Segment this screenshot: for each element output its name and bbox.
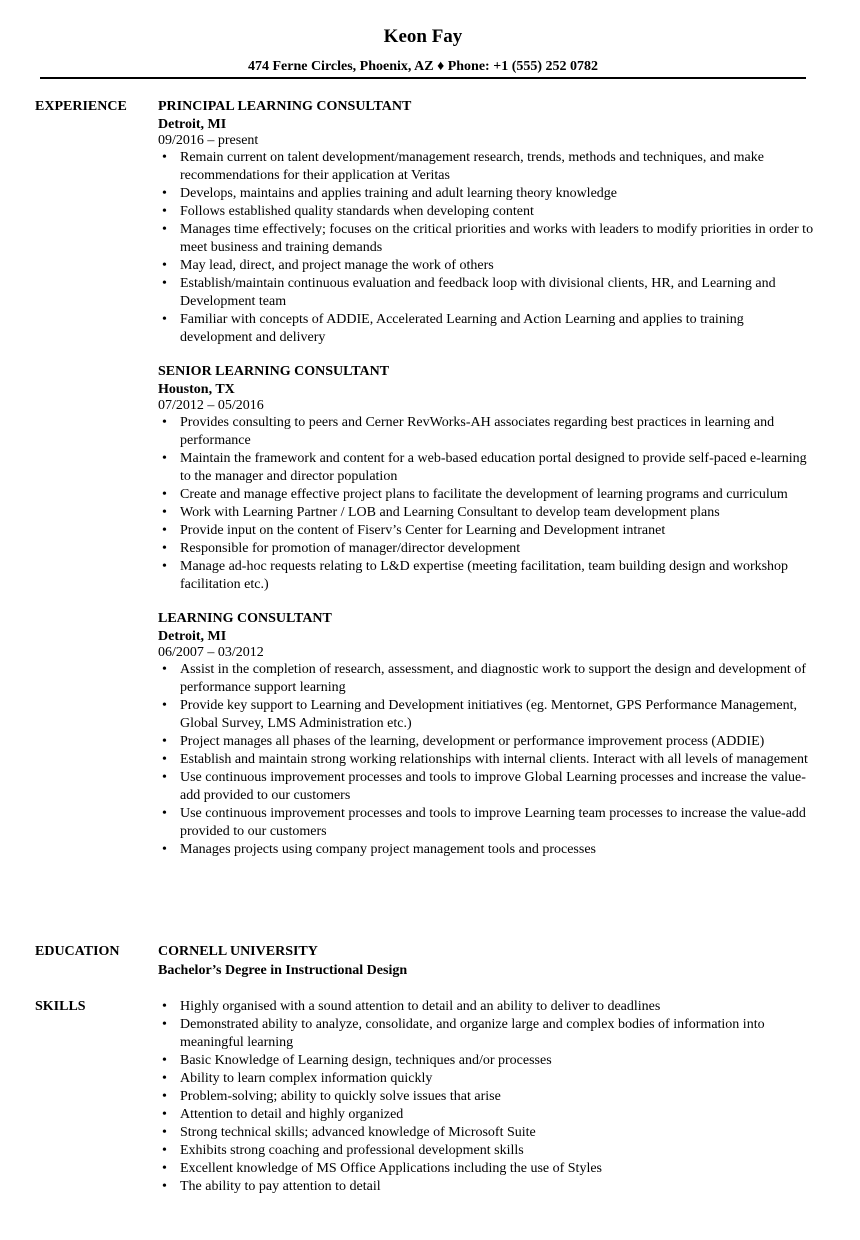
bullet-item: • May lead, direct, and project manage the work of others: [158, 257, 818, 275]
bullet-item: • Establish and maintain strong working relationships with internal clients. Interact with all levels of management: [158, 751, 818, 769]
experience-body: [158, 98, 818, 875]
bullet-item: • Manage ad-hoc requests relating to L&D expertise (meeting facilitation, team building design and workshop facilitation etc.): [158, 558, 818, 594]
job-entry: [158, 98, 818, 347]
skills-body: [158, 998, 818, 1196]
job-bullets: [158, 149, 818, 347]
education-degree: Bachelor’s Degree in Instructional Design: [158, 963, 408, 978]
skill-item: • Excellent knowledge of MS Office Applications including the use of Styles: [158, 1160, 818, 1178]
job-bullets: [158, 661, 818, 859]
candidate-name: Keon Fay: [383, 26, 463, 47]
job-location: Detroit, MI: [158, 117, 227, 132]
skill-item: • Ability to learn complex information quickly: [158, 1070, 818, 1088]
job-dates: 07/2012 – 05/2016: [158, 398, 264, 413]
skill-item: • Exhibits strong coaching and professional development skills: [158, 1142, 818, 1160]
skill-item: • Strong technical skills; advanced knowledge of Microsoft Suite: [158, 1124, 818, 1142]
skill-item: • The ability to pay attention to detail: [158, 1178, 818, 1196]
skills-list: [158, 998, 818, 1196]
bullet-item: • Use continuous improvement processes and tools to improve Learning team processes to increase the value-add provided to our customers: [158, 805, 818, 841]
skill-item: • Highly organised with a sound attention to detail and an ability to deliver to deadlines: [158, 998, 818, 1016]
skill-item: • Basic Knowledge of Learning design, techniques and/or processes: [158, 1052, 818, 1070]
bullet-item: • Familiar with concepts of ADDIE, Accelerated Learning and Action Learning and applies to training development and delivery: [158, 311, 818, 347]
bullet-item: • Use continuous improvement processes and tools to improve Global Learning processes and increase the value-add provided to our customers: [158, 769, 818, 805]
job-location: Houston, TX: [158, 382, 235, 397]
bullet-item: • Manages projects using company project management tools and processes: [158, 841, 818, 859]
job-title: LEARNING CONSULTANT: [158, 611, 332, 626]
section-label-skills: SKILLS: [35, 999, 86, 1014]
job-dates: 09/2016 – present: [158, 133, 259, 148]
skill-item: • Demonstrated ability to analyze, consolidate, and organize large and complex bodies of information into meaningful learning: [158, 1016, 818, 1052]
bullet-item: • Provides consulting to peers and Cerner RevWorks-AH associates regarding best practices in learning and performance: [158, 414, 818, 450]
section-label-experience: EXPERIENCE: [35, 99, 127, 114]
bullet-item: • Provide key support to Learning and Development initiatives (eg. Mentornet, GPS Performance Management, Global Survey, LMS Administration etc.): [158, 697, 818, 733]
bullet-item: • Assist in the completion of research, assessment, and diagnostic work to support the design and development of performance support learning: [158, 661, 818, 697]
header-divider: [40, 77, 806, 79]
education-school: CORNELL UNIVERSITY: [158, 944, 318, 959]
job-entry: [158, 363, 818, 594]
bullet-item: • Maintain the framework and content for a web-based education portal designed to provide self-paced e-learning to the manager and director population: [158, 450, 818, 486]
bullet-item: • Establish/maintain continuous evaluation and feedback loop with divisional clients, HR, and Learning and Development team: [158, 275, 818, 311]
contact-line: 474 Ferne Circles, Phoenix, AZ ♦ Phone: +1 (555) 252 0782: [247, 59, 599, 74]
bullet-item: • Follows established quality standards when developing content: [158, 203, 818, 221]
section-label-education: EDUCATION: [35, 944, 120, 959]
bullet-item: • Remain current on talent development/management research, trends, methods and techniques, and make recommendations for their application at Veritas: [158, 149, 818, 185]
bullet-item: • Manages time effectively; focuses on the critical priorities and works with leaders to modify priorities in order to meet business and training demands: [158, 221, 818, 257]
bullet-item: • Provide input on the content of Fiserv’s Center for Learning and Development intranet: [158, 522, 818, 540]
job-title: PRINCIPAL LEARNING CONSULTANT: [158, 99, 412, 114]
skill-item: • Problem-solving; ability to quickly solve issues that arise: [158, 1088, 818, 1106]
skill-item: • Attention to detail and highly organized: [158, 1106, 818, 1124]
education-body: [158, 943, 818, 981]
bullet-item: • Project manages all phases of the learning, development or performance improvement process (ADDIE): [158, 733, 818, 751]
bullet-item: • Work with Learning Partner / LOB and Learning Consultant to develop team development plans: [158, 504, 818, 522]
job-entry: [158, 610, 818, 859]
bullet-item: • Responsible for promotion of manager/director development: [158, 540, 818, 558]
bullet-item: • Develops, maintains and applies training and adult learning theory knowledge: [158, 185, 818, 203]
job-bullets: [158, 414, 818, 594]
job-title: SENIOR LEARNING CONSULTANT: [158, 364, 390, 379]
job-location: Detroit, MI: [158, 629, 227, 644]
bullet-item: • Create and manage effective project plans to facilitate the development of learning programs and curriculum: [158, 486, 818, 504]
job-dates: 06/2007 – 03/2012: [158, 645, 264, 660]
